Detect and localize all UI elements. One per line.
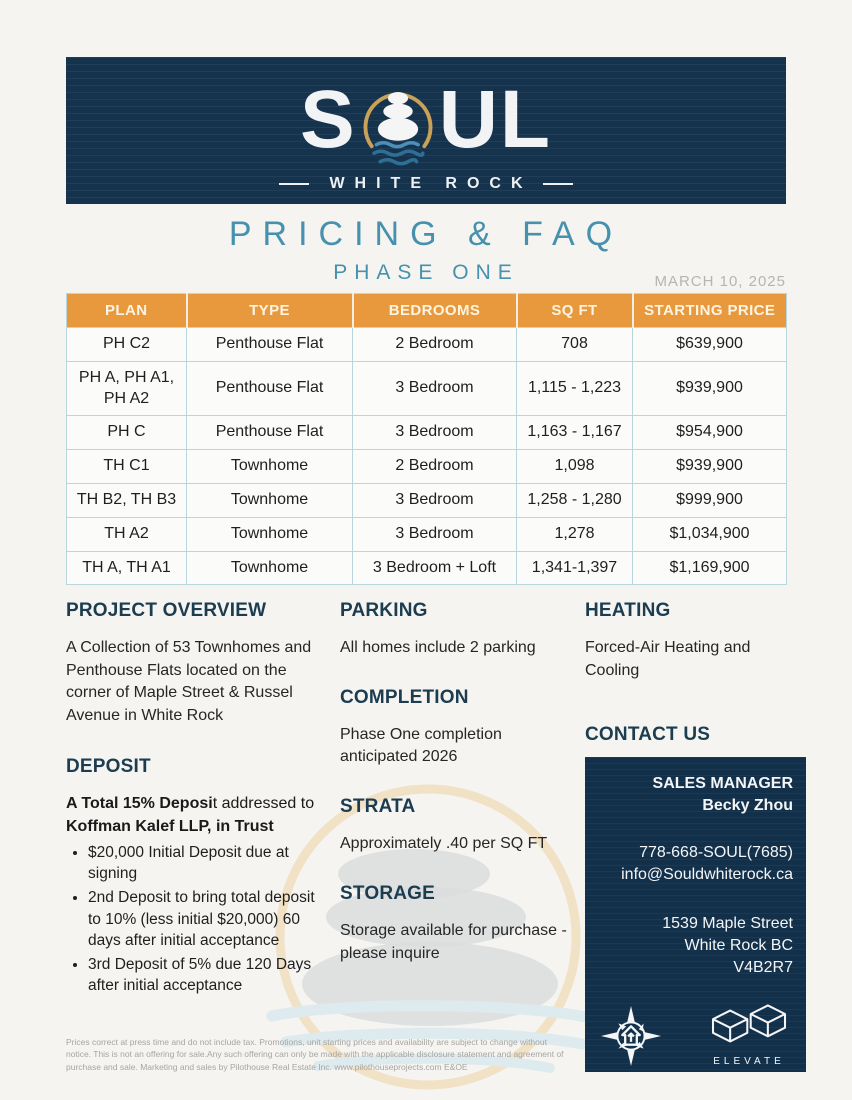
parking-heading: PARKING	[340, 600, 428, 621]
table-cell: 3 Bedroom	[353, 361, 517, 416]
table-cell: Townhome	[187, 551, 353, 585]
table-cell: $1,169,900	[633, 551, 787, 585]
contact-us-heading: CONTACT US	[585, 724, 711, 746]
wordmark-dash-left	[279, 183, 309, 185]
column-header-sqft: SQ FT	[517, 294, 633, 328]
contact-card	[585, 757, 806, 1072]
table-cell: 1,115 - 1,223	[517, 361, 633, 416]
table-row	[67, 517, 787, 551]
legal-disclaimer: Prices correct at press time and do not include tax. Promotions, unit starting prices and availability are subject to change without notice. This is not an offering for sale.Any such offering can only be made with the applicable disclosure statement and agreement of purchase and sale. Marketing and sales by Pilothouse Real Estate Inc. www.pilothouseprojects.com E&OE	[66, 1037, 564, 1072]
table-cell: Townhome	[187, 450, 353, 484]
deposit-intro	[66, 793, 328, 838]
table-row	[67, 551, 787, 585]
contact-phone: 778-668-SOUL(7685)	[639, 843, 793, 861]
table-cell: 3 Bedroom	[353, 483, 517, 517]
table-cell: $1,034,900	[633, 517, 787, 551]
sales-manager-name: Becky Zhou	[702, 797, 793, 815]
table-cell: PH A, PH A1, PH A2	[67, 361, 187, 416]
table-cell: Townhome	[187, 483, 353, 517]
table-cell: Penthouse Flat	[187, 416, 353, 450]
strata-heading: STRATA	[340, 796, 416, 818]
deposit-bullet: • 3rd Deposit of 5% due 120 Days after initial acceptance	[88, 954, 328, 996]
table-row	[67, 328, 787, 362]
deposit-bullet: • 2nd Deposit to bring total deposit to 10% (less initial $20,000) 60 days after initial acceptance	[88, 887, 328, 950]
column-header-plan: PLAN	[67, 294, 187, 328]
elevate-label: ELEVATE	[713, 1055, 785, 1067]
deposit-heading: DEPOSIT	[66, 755, 151, 777]
project-overview-heading: PROJECT OVERVIEW	[66, 600, 267, 621]
partner-logos	[598, 1002, 793, 1067]
table-cell: Penthouse Flat	[187, 361, 353, 416]
logo-letters-ul: UL	[438, 73, 552, 165]
table-row	[67, 361, 787, 416]
elevate-logo	[707, 1002, 791, 1067]
heating-body: Forced-Air Heating and Cooling	[585, 639, 751, 679]
logo-wordmark	[279, 175, 572, 193]
soul-logo	[300, 69, 552, 171]
page-title: PRICING & FAQ	[228, 215, 624, 253]
date-label: MARCH 10, 2025	[654, 273, 786, 290]
deposit-bullet: • $20,000 Initial Deposit due at signing	[88, 842, 328, 884]
completion-heading: COMPLETION	[340, 686, 469, 708]
table-cell: 3 Bedroom	[353, 517, 517, 551]
contact-address-city: White Rock BC	[684, 936, 793, 954]
project-overview-body: A Collection of 53 Townhomes and Penthouse Flats located on the corner of Maple Street & Russel Avenue in White Rock	[66, 639, 312, 725]
strata-body: Approximately .40 per SQ FT	[340, 835, 548, 853]
table-cell: TH C1	[67, 450, 187, 484]
pilothouse-compass-icon	[600, 1005, 662, 1067]
table-cell: 3 Bedroom + Loft	[353, 551, 517, 585]
left-column	[66, 600, 328, 999]
wordmark-text: WHITE ROCK	[329, 174, 533, 192]
heating-heading: HEATING	[585, 600, 671, 621]
table-cell: 1,278	[517, 517, 633, 551]
pricing-table	[66, 293, 787, 585]
contact-email: info@Souldwhiterock.ca	[621, 866, 793, 884]
contact-address-postal: V4B2R7	[733, 959, 793, 977]
stacked-stones-icon	[359, 75, 437, 171]
logo-letter-s: S	[299, 73, 357, 165]
table-cell: $639,900	[633, 328, 787, 362]
table-cell: PH C2	[67, 328, 187, 362]
table-header-row	[67, 294, 787, 328]
brand-header	[66, 57, 786, 204]
table-cell: 2 Bedroom	[353, 328, 517, 362]
table-cell: TH A, TH A1	[67, 551, 187, 585]
storage-heading: STORAGE	[340, 882, 436, 904]
elevate-boxes-icon	[707, 1002, 791, 1050]
table-cell: 708	[517, 328, 633, 362]
sales-manager-label: SALES MANAGER	[652, 775, 793, 792]
column-header-type: TYPE	[187, 294, 353, 328]
table-cell: 1,258 - 1,280	[517, 483, 633, 517]
table-row	[67, 483, 787, 517]
table-cell: Penthouse Flat	[187, 328, 353, 362]
table-cell: 1,163 - 1,167	[517, 416, 633, 450]
table-cell: $954,900	[633, 416, 787, 450]
column-header-bedrooms: BEDROOMS	[353, 294, 517, 328]
table-cell: TH A2	[67, 517, 187, 551]
table-row	[67, 450, 787, 484]
table-cell: $939,900	[633, 450, 787, 484]
table-cell: 1,098	[517, 450, 633, 484]
wordmark-dash-right	[543, 183, 573, 185]
table-cell: 2 Bedroom	[353, 450, 517, 484]
column-header-price: STARTING PRICE	[633, 294, 787, 328]
right-column	[585, 600, 806, 756]
deposit-intro-bold2: Koffman Kalef LLP, in Trust	[66, 817, 274, 835]
completion-body: Phase One completion anticipated 2026	[340, 725, 502, 766]
table-cell: TH B2, TH B3	[67, 483, 187, 517]
table-cell: 1,341-1,397	[517, 551, 633, 585]
table-cell: PH C	[67, 416, 187, 450]
deposit-intro-bold1: A Total 15% Deposi	[66, 794, 213, 812]
table-cell: Townhome	[187, 517, 353, 551]
parking-body: All homes include 2 parking	[340, 639, 536, 656]
table-cell: $939,900	[633, 361, 787, 416]
deposit-bullet-list	[66, 842, 328, 996]
deposit-intro-regular: t addressed to	[212, 794, 315, 812]
middle-column	[340, 600, 572, 992]
page-subtitle: PHASE ONE	[333, 261, 519, 284]
contact-address-street: 1539 Maple Street	[662, 914, 793, 932]
storage-body: Storage available for purchase - please inquire	[340, 921, 567, 962]
table-cell: $999,900	[633, 483, 787, 517]
table-cell: 3 Bedroom	[353, 416, 517, 450]
table-row	[67, 416, 787, 450]
